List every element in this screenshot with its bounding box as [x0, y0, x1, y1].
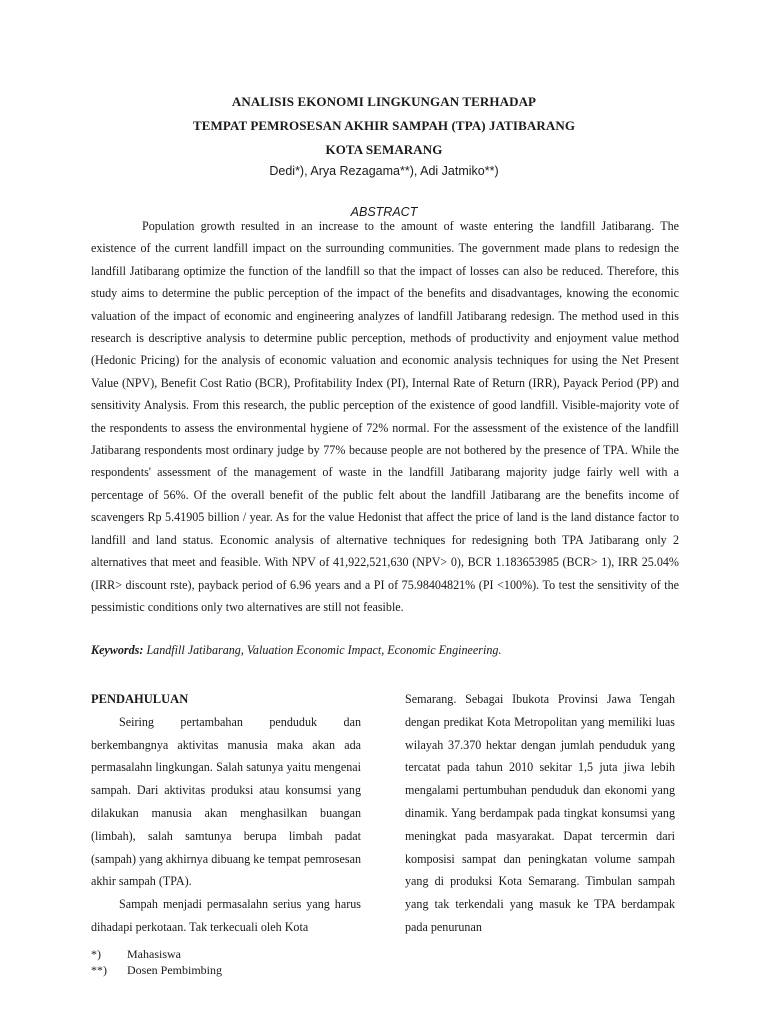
footnotes: [91, 946, 222, 978]
keywords-label: Keywords:: [91, 643, 144, 657]
left-paragraph-1: Seiring pertambahan penduduk dan berkembangnya aktivitas manusia maka akan ada permasalahn lingkungan. Salah satunya yaitu mengenai sampah. Dari aktivitas produksi atau konsumsi yang dilakukan manusia akan menghasilkan buangan (limbah), salah samtunya berupa limbah padat (sampah) yang akhirnya dibuang ke tempat pemrosesan akhir sampah (TPA).: [91, 714, 361, 889]
abstract-heading: ABSTRACT: [350, 205, 418, 219]
title-line-3: KOTA SEMARANG: [325, 142, 443, 157]
footnote-text: Dosen Pembimbing: [127, 963, 222, 977]
abstract-text: Population growth resulted in an increase to the amount of waste entering the landfill Jatibarang. The existence of the current landfill impact on the surrounding communities. The government made plans to redesign the landfill Jatibarang optimize the function of the landfill so that the impact of losses can also be reduced. Therefore, this study aims to determine the public perception of the impact of the benefits and disadvantages, knowing the economic valuation of the impact of economic and engineering analyzes of landfill Jatibarang redesign. The method used in this research is descriptive analysis to determine public perception, methods of productivity and enjoyment value method (Hedonic Pricing) for the analysis of economic valuation and economic analysis techniques for using the Net Present Value (NPV), Benefit Cost Ratio (BCR), Profitability Index (PI), Internal Rate of Return (IRR), Payack Period (PP) and sensitivity Analysis. From this research, the public perception of the existence of good landfill. Visible-majority vote of the respondents to assess the environmental hygiene of 72% normal. For the assessment of the existence of the landfill Jatibarang respondents most ordinary judge by 77% because people are not bothered by the presence of TPA. While the respondents' assessment of the management of waste in the landfill Jatibarang majority judge fairly well with a percentage of 56%. Of the overall benefit of the public felt about the landfill Jatibarang are the benefits income of scavengers Rp 5.41905 billion / year. As for the value Hedonist that affect the price of land is the land distance factor to landfill and land status. Economic analysis of alternative techniques for redesigning both TPA Jatibarang only 2 alternatives that meet and feasible. With NPV of 41,922,521,630 (NPV> 0), BCR 1.183653985 (BCR> 1), IRR 25.04% (IRR> discount rste), payback period of 6.96 years and a PI of 75.98404821% (PI <100%). To test the sensitivity of the pessimistic conditions only two alternatives are still not feasible.: [91, 219, 679, 614]
left-paragraph-2: Sampah menjadi permasalahn serius yang harus dihadapi perkotaan. Tak terkecuali oleh Kota: [91, 897, 361, 934]
authors: Dedi*), Arya Rezagama**), Adi Jatmiko**): [269, 164, 499, 178]
keywords: [91, 639, 679, 661]
right-paragraph: Semarang. Sebagai Ibukota Provinsi Jawa Tengah dengan predikat Kota Metropolitan yang memiliki luas wilayah 37.370 hektar dengan jumlah penduduk yang tercatat pada tahun 2010 sekitar 1,5 juta jiwa lebih mengalami pertumbuhan penduduk dan ekonomi yang dinamik. Yang berdampak pada tingkat konsumsi yang meningkat pada masyarakat. Dapat tercermin dari komposisi sampat dan peningkatan volume sampah yang di produksi Kota Semarang. Timbulan sampah yang tak terkendali yang masuk ke TPA berdampak pada penurunan: [405, 692, 675, 934]
footnote-2: [91, 962, 222, 978]
footnote-text: Mahasiswa: [127, 947, 181, 961]
section-heading: PENDAHULUAN: [91, 692, 189, 706]
title-line-2: TEMPAT PEMROSESAN AKHIR SAMPAH (TPA) JATIBARANG: [192, 118, 576, 133]
footnote-mark: *): [91, 947, 101, 961]
left-column: [91, 688, 361, 939]
footnote-mark: **): [91, 963, 107, 977]
title-line-1: ANALISIS EKONOMI LINGKUNGAN TERHADAP: [231, 94, 537, 109]
footnote-1: [91, 946, 222, 962]
keywords-text: Landfill Jatibarang, Valuation Economic Impact, Economic Engineering.: [146, 643, 502, 657]
right-column: [405, 688, 675, 939]
